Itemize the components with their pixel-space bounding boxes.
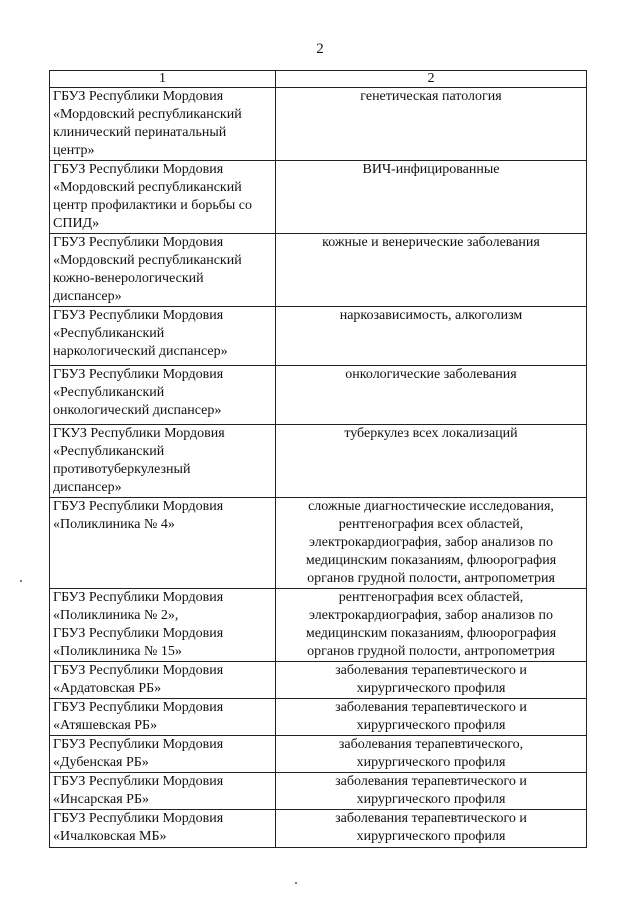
profile-cell [276,662,587,699]
profile-cell [276,425,587,498]
institution-line: СПИД» [53,216,100,231]
profile-cell [276,234,587,307]
table-row [50,234,587,307]
profile-line: органов грудной полости, антропометрия [307,644,555,659]
institution-line: «Мордовский республиканский [53,107,242,122]
institution-line: ГКУЗ Республики Мордовия [53,426,225,441]
profile-line: сложные диагностические исследования, [308,499,554,514]
profile-line: хирургического профиля [356,792,506,807]
institution-cell [50,234,276,307]
institution-line: «Поликлиника № 15» [53,644,182,659]
table-row [50,699,587,736]
scan-speck [20,580,22,582]
table-row [50,589,587,662]
institution-line: «Ичалковская МБ» [53,829,167,844]
institution-line: центр» [53,143,95,158]
profile-line: заболевания терапевтического, [338,737,524,752]
profile-line: органов грудной полости, антропометрия [307,571,555,586]
table-row [50,307,587,366]
institution-line: ГБУЗ Республики Мордовия [53,811,224,826]
page-number: 2 [316,41,324,57]
profile-line: ВИЧ-инфицированные [362,162,500,177]
institution-cell [50,88,276,161]
institution-cell [50,736,276,773]
profile-line: электрокардиография, забор анализов по [309,608,553,623]
institution-cell [50,699,276,736]
profile-cell [276,161,587,234]
institution-cell [50,425,276,498]
profile-line: медицинским показаниям, флюорография [305,626,557,641]
profile-line: заболевания терапевтического и [335,663,527,678]
profile-line: рентгенография всех областей, [338,517,524,532]
profile-line: заболевания терапевтического и [335,700,527,715]
institution-line: клинический перинатальный [53,125,227,140]
institution-cell [50,773,276,810]
institution-cell [50,307,276,366]
profile-cell [276,736,587,773]
institution-line: ГБУЗ Республики Мордовия [53,162,224,177]
table-row [50,810,587,848]
column-header-institution: 1 [50,71,276,88]
profile-cell [276,307,587,366]
profile-line: заболевания терапевтического и [335,811,527,826]
institution-line: онкологический диспансер» [53,403,222,418]
profile-line: онкологические заболевания [345,367,517,382]
institution-line: «Республиканский [53,326,165,341]
institution-line: «Республиканский [53,385,165,400]
profile-line: заболевания терапевтического и [335,774,527,789]
profile-line: наркозависимость, алкоголизм [339,308,523,323]
institution-line: ГБУЗ Республики Мордовия [53,89,224,104]
institution-line: ГБУЗ Республики Мордовия [53,774,224,789]
institution-line: центр профилактики и борьбы со [53,198,253,213]
institution-cell [50,498,276,589]
profile-cell [276,810,587,848]
institution-line: ГБУЗ Республики Мордовия [53,367,224,382]
institution-cell [50,589,276,662]
profile-line: туберкулез всех локализаций [344,426,518,441]
institution-line: ГБУЗ Республики Мордовия [53,626,224,641]
institution-line: «Ардатовская РБ» [53,681,162,696]
table-row [50,736,587,773]
table-row [50,161,587,234]
column-header-profile: 2 [276,71,587,88]
profile-line: медицинским показаниям, флюорография [305,553,557,568]
profile-line: рентгенография всех областей, [338,590,524,605]
institution-line: наркологический диспансер» [53,344,228,359]
institution-line: ГБУЗ Республики Мордовия [53,700,224,715]
institution-line: ГБУЗ Республики Мордовия [53,663,224,678]
scan-speck [295,882,297,884]
institution-line: «Поликлиника № 2», [53,608,179,623]
institution-line: «Дубенская РБ» [53,755,149,770]
institution-cell [50,161,276,234]
table-row [50,366,587,425]
table-row [50,88,587,161]
table-body [50,88,587,848]
profile-line: хирургического профиля [356,829,506,844]
institution-line: «Поликлиника № 4» [53,517,175,532]
institution-cell [50,810,276,848]
institutions-table [49,70,587,848]
institution-line: ГБУЗ Республики Мордовия [53,737,224,752]
institution-line: кожно-венерологический [53,271,204,286]
profile-line: хирургического профиля [356,681,506,696]
institution-line: «Мордовский республиканский [53,253,242,268]
institution-line: диспансер» [53,480,122,495]
table-header-row [50,71,587,88]
institution-line: «Атяшевская РБ» [53,718,158,733]
institution-line: «Мордовский республиканский [53,180,242,195]
profile-cell [276,366,587,425]
profile-cell [276,773,587,810]
institution-line: противотуберкулезный [53,462,191,477]
profile-cell [276,88,587,161]
profile-line: хирургического профиля [356,755,506,770]
profile-line: хирургического профиля [356,718,506,733]
profile-line: генетическая патология [360,89,502,104]
institution-line: ГБУЗ Республики Мордовия [53,499,224,514]
institution-line: диспансер» [53,289,122,304]
institution-cell [50,366,276,425]
profile-line: кожные и венерические заболевания [322,235,540,250]
institution-line: ГБУЗ Республики Мордовия [53,590,224,605]
profile-cell [276,498,587,589]
institution-line: «Республиканский [53,444,165,459]
profile-cell [276,699,587,736]
table-row [50,498,587,589]
institution-cell [50,662,276,699]
institution-line: ГБУЗ Республики Мордовия [53,308,224,323]
profile-line: электрокардиография, забор анализов по [309,535,553,550]
table-row [50,773,587,810]
institution-line: «Инсарская РБ» [53,792,149,807]
table-row [50,662,587,699]
profile-cell [276,589,587,662]
institution-line: ГБУЗ Республики Мордовия [53,235,224,250]
table-row [50,425,587,498]
